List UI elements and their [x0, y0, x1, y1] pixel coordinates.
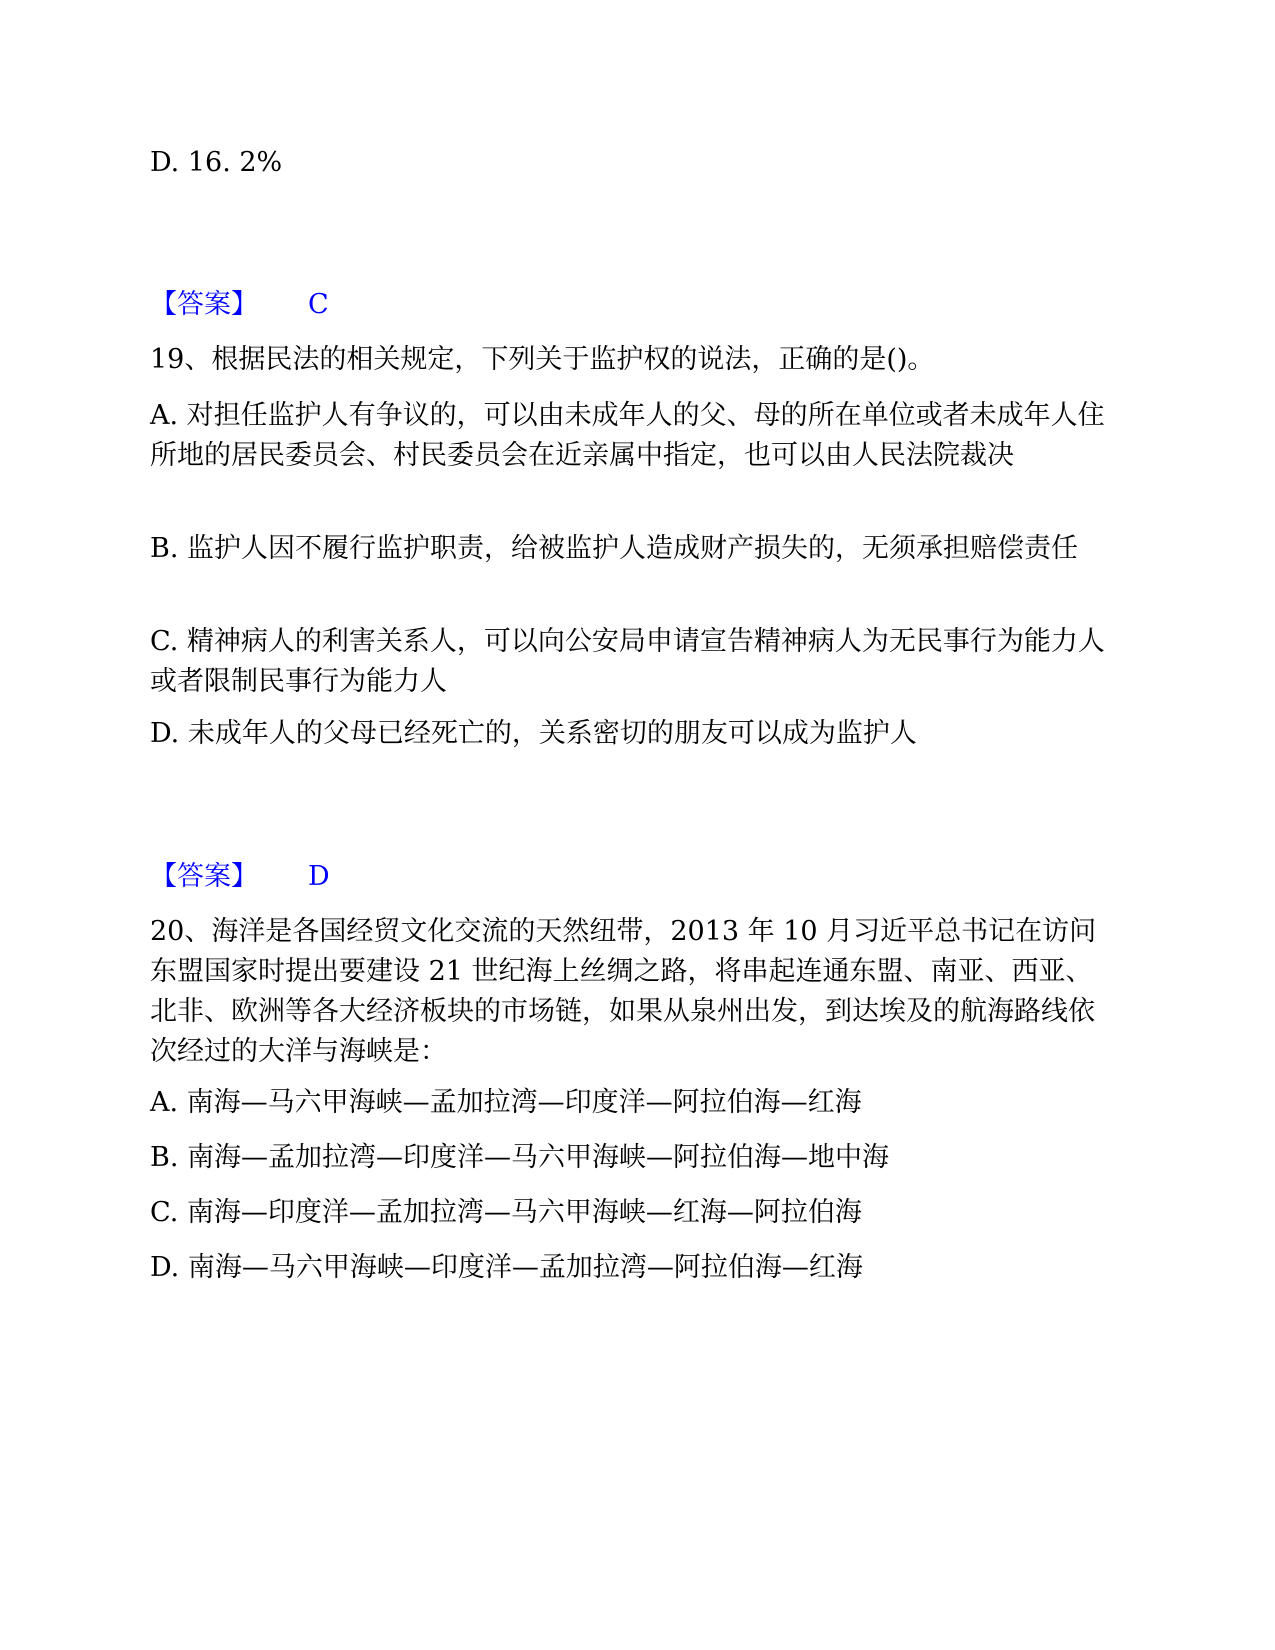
question-19-stem: 19、根据民法的相关规定，下列关于监护权的说法，正确的是()。 — [150, 344, 935, 375]
answer-18 — [150, 285, 1110, 325]
question-19-option-c: C. 精神病人的利害关系人，可以向公安局申请宣告精神病人为无民事行为能力人或者限制民事行为能力人 — [150, 626, 1105, 697]
question-19-option-a: A. 对担任监护人有争议的，可以由未成年人的父、母的所在单位或者未成年人住所地的居民委员会、村民委员会在近亲属中指定，也可以由人民法院裁决 — [150, 400, 1105, 471]
answer-label: 【答案】 — [150, 289, 258, 320]
question-20-option-a: A. 南海—马六甲海峡—孟加拉湾—印度洋—阿拉伯海—红海 — [150, 1087, 862, 1118]
answer-label: 【答案】 — [150, 861, 258, 892]
question-20-option-b: B. 南海—孟加拉湾—印度洋—马六甲海峡—阿拉伯海—地中海 — [150, 1142, 890, 1173]
prev-option-d: D. 16. 2% — [150, 147, 283, 178]
answer-value: C — [308, 289, 329, 320]
question-20-option-c: C. 南海—印度洋—孟加拉湾—马六甲海峡—红海—阿拉伯海 — [150, 1197, 862, 1228]
question-19-option-b: B. 监护人因不履行监护职责，给被监护人造成财产损失的，无须承担赔偿责任 — [150, 533, 1079, 564]
answer-value: D — [308, 861, 330, 892]
answer-19 — [150, 857, 1110, 897]
question-19-option-d: D. 未成年人的父母已经死亡的，关系密切的朋友可以成为监护人 — [150, 718, 917, 749]
question-20-stem: 20、海洋是各国经贸文化交流的天然纽带，2013 年 10 月习近平总书记在访问东盟国家时提出要建设 21 世纪海上丝绸之路，将串起连通东盟、南亚、西亚、北非、欧洲等各大经济板块的市场链，如果从泉州出发，到达埃及的航海路线依次经过的大洋与海峡是： — [150, 916, 1097, 1067]
question-20-option-d: D. 南海—马六甲海峡—印度洋—孟加拉湾—阿拉伯海—红海 — [150, 1252, 863, 1283]
